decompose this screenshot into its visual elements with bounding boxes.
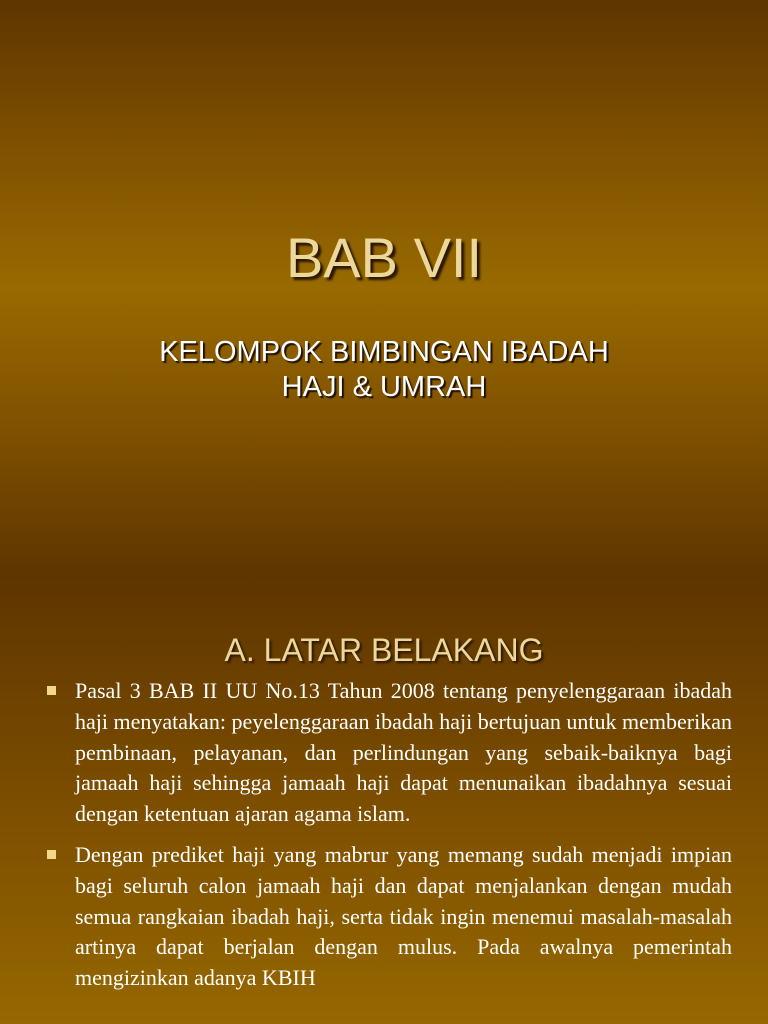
content-slide <box>0 576 768 1024</box>
chapter-title: BAB VII <box>285 226 483 289</box>
bullet-text: Pasal 3 BAB II UU No.13 Tahun 2008 tentang penyelenggaraan ibadah haji menyatakan: peyelenggaraan ibadah haji bertujuan untuk memberikan pembinaan, pelayanan, dan perlindungan yang sebaik-baiknya bagi jamaah haji sehingga jamaah haji dapat menunaikan ibadahnya sesuai dengan ketentuan ajaran agama islam. <box>75 678 732 827</box>
bullet-text: Dengan prediket haji yang mabrur yang memang sudah menjadi impian bagi seluruh calon jamaah haji dan dapat menjalankan dengan mudah semua rangkaian ibadah haji, serta tidak ingin menemui masalah-masalah artinya dapat berjalan dengan mulus. Pada awalnya pemerintah mengizinkan adanya KBIH <box>75 841 732 991</box>
list-item <box>0 676 768 830</box>
subtitle-line: KELOMPOK BIMBINGAN IBADAH <box>159 336 609 368</box>
square-bullet-icon <box>47 686 56 695</box>
bullet-list <box>0 676 768 1004</box>
square-bullet-icon <box>47 850 56 859</box>
section-title: A. LATAR BELAKANG <box>224 632 544 668</box>
chapter-subtitle <box>0 335 768 405</box>
subtitle-line: HAJI & UMRAH <box>281 371 487 403</box>
list-item <box>0 840 768 994</box>
